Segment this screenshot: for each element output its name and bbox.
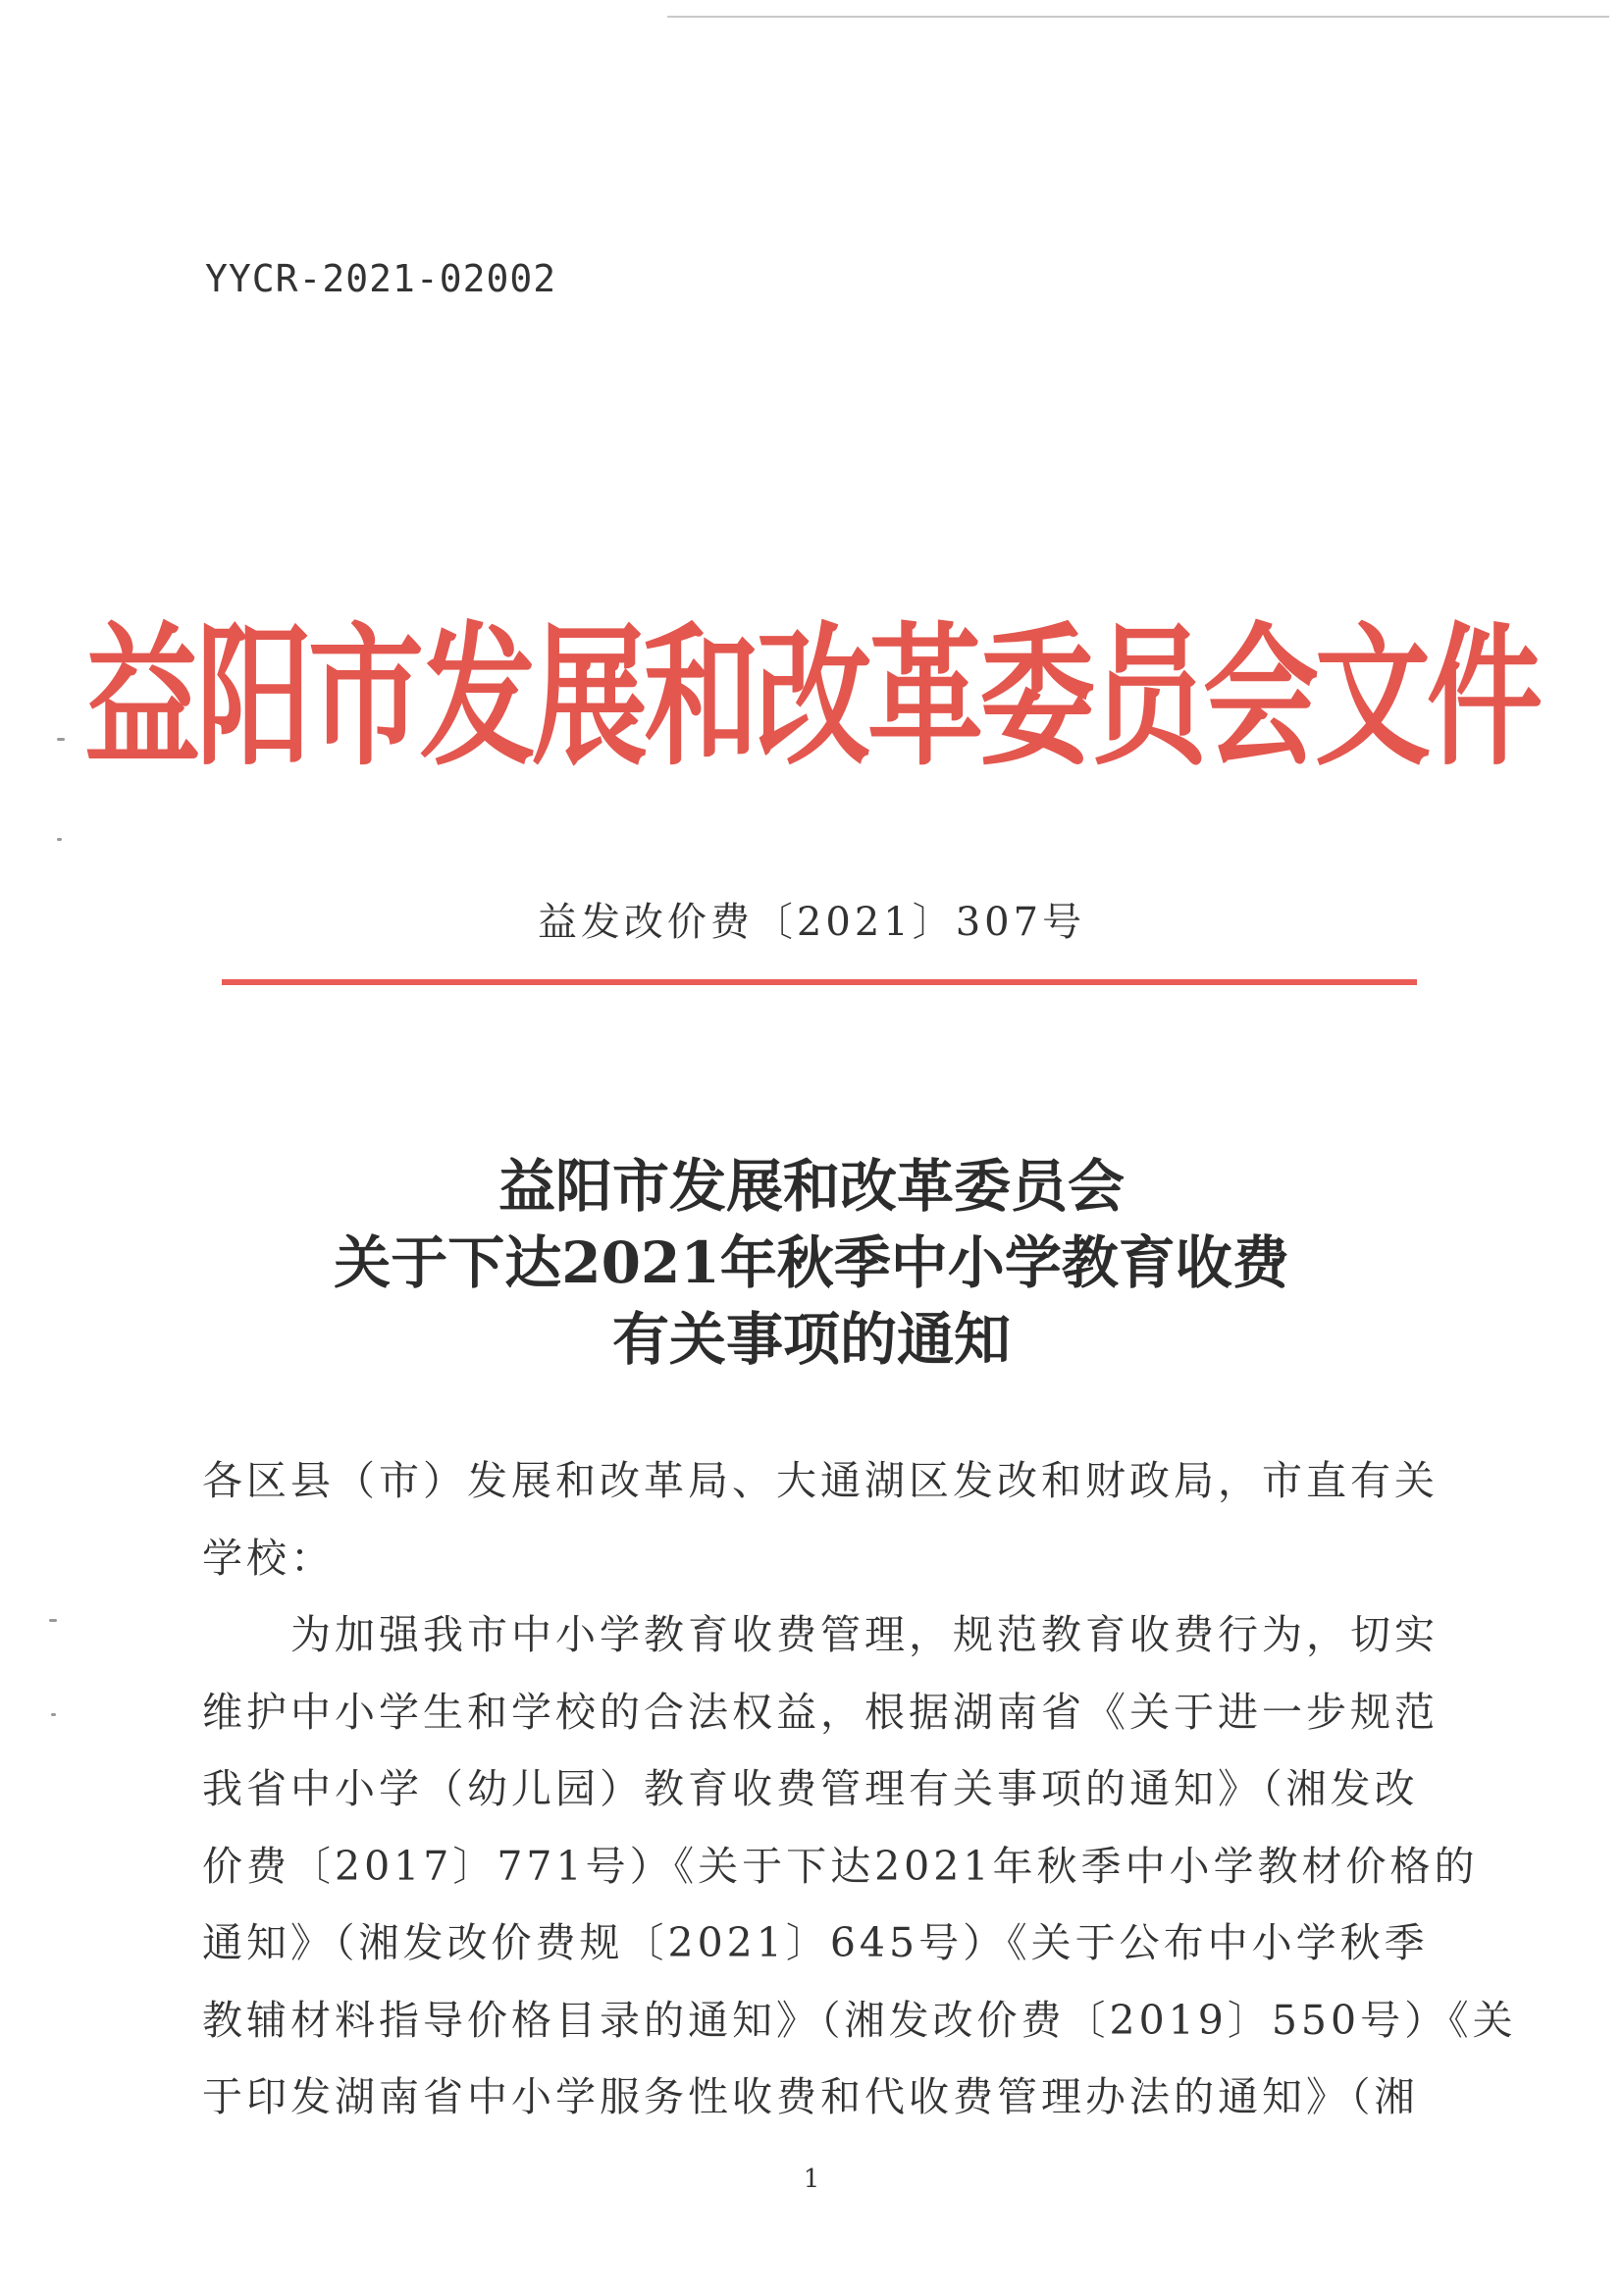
body-line: 我省中小学（幼儿园）教育收费管理有关事项的通知》（湘发改 <box>202 1765 1419 1812</box>
body-line: 各区县（市）发展和改革局、大通湖区发改和财政局，市直有关 <box>202 1457 1439 1504</box>
body-line: 通知》（湘发改价费规〔2021〕645号）《关于公布中小学秋季 <box>202 1919 1429 1966</box>
document-code: YYCR-2021-02002 <box>205 257 557 300</box>
scan-speck <box>51 1713 56 1716</box>
body-line: 为加强我市中小学教育收费管理，规范教育收费行为，切实 <box>202 1611 1439 1658</box>
body-line: 学校： <box>202 1534 335 1582</box>
page-number: 1 <box>803 2165 820 2194</box>
notice-title <box>0 1148 1623 1378</box>
title-line: 有关事项的通知 <box>611 1306 1011 1373</box>
title-line: 益阳市发展和改革委员会 <box>497 1153 1125 1220</box>
scan-speck <box>57 838 62 841</box>
title-line: 关于下达2021年秋季中小学教育收费 <box>334 1229 1289 1296</box>
scan-edge-line <box>667 16 1609 18</box>
body-line: 于印发湖南省中小学服务性收费和代收费管理办法的通知》（湘 <box>202 2073 1419 2120</box>
document-number: 益发改价费〔2021〕307号 <box>537 900 1086 945</box>
body-line: 价费〔2017〕771号）《关于下达2021年秋季中小学教材价格的 <box>202 1842 1479 1890</box>
scan-speck <box>49 1619 57 1622</box>
body-line: 教辅材料指导价格目录的通知》（湘发改价费〔2019〕550号）《关 <box>202 1996 1517 2044</box>
notice-body <box>202 1442 1517 2136</box>
red-separator-line <box>222 979 1417 985</box>
letterhead-title: 益阳市发展和改革委员会文件 <box>83 607 1539 787</box>
body-line: 维护中小学生和学校的合法权益，根据湖南省《关于进一步规范 <box>202 1688 1439 1736</box>
